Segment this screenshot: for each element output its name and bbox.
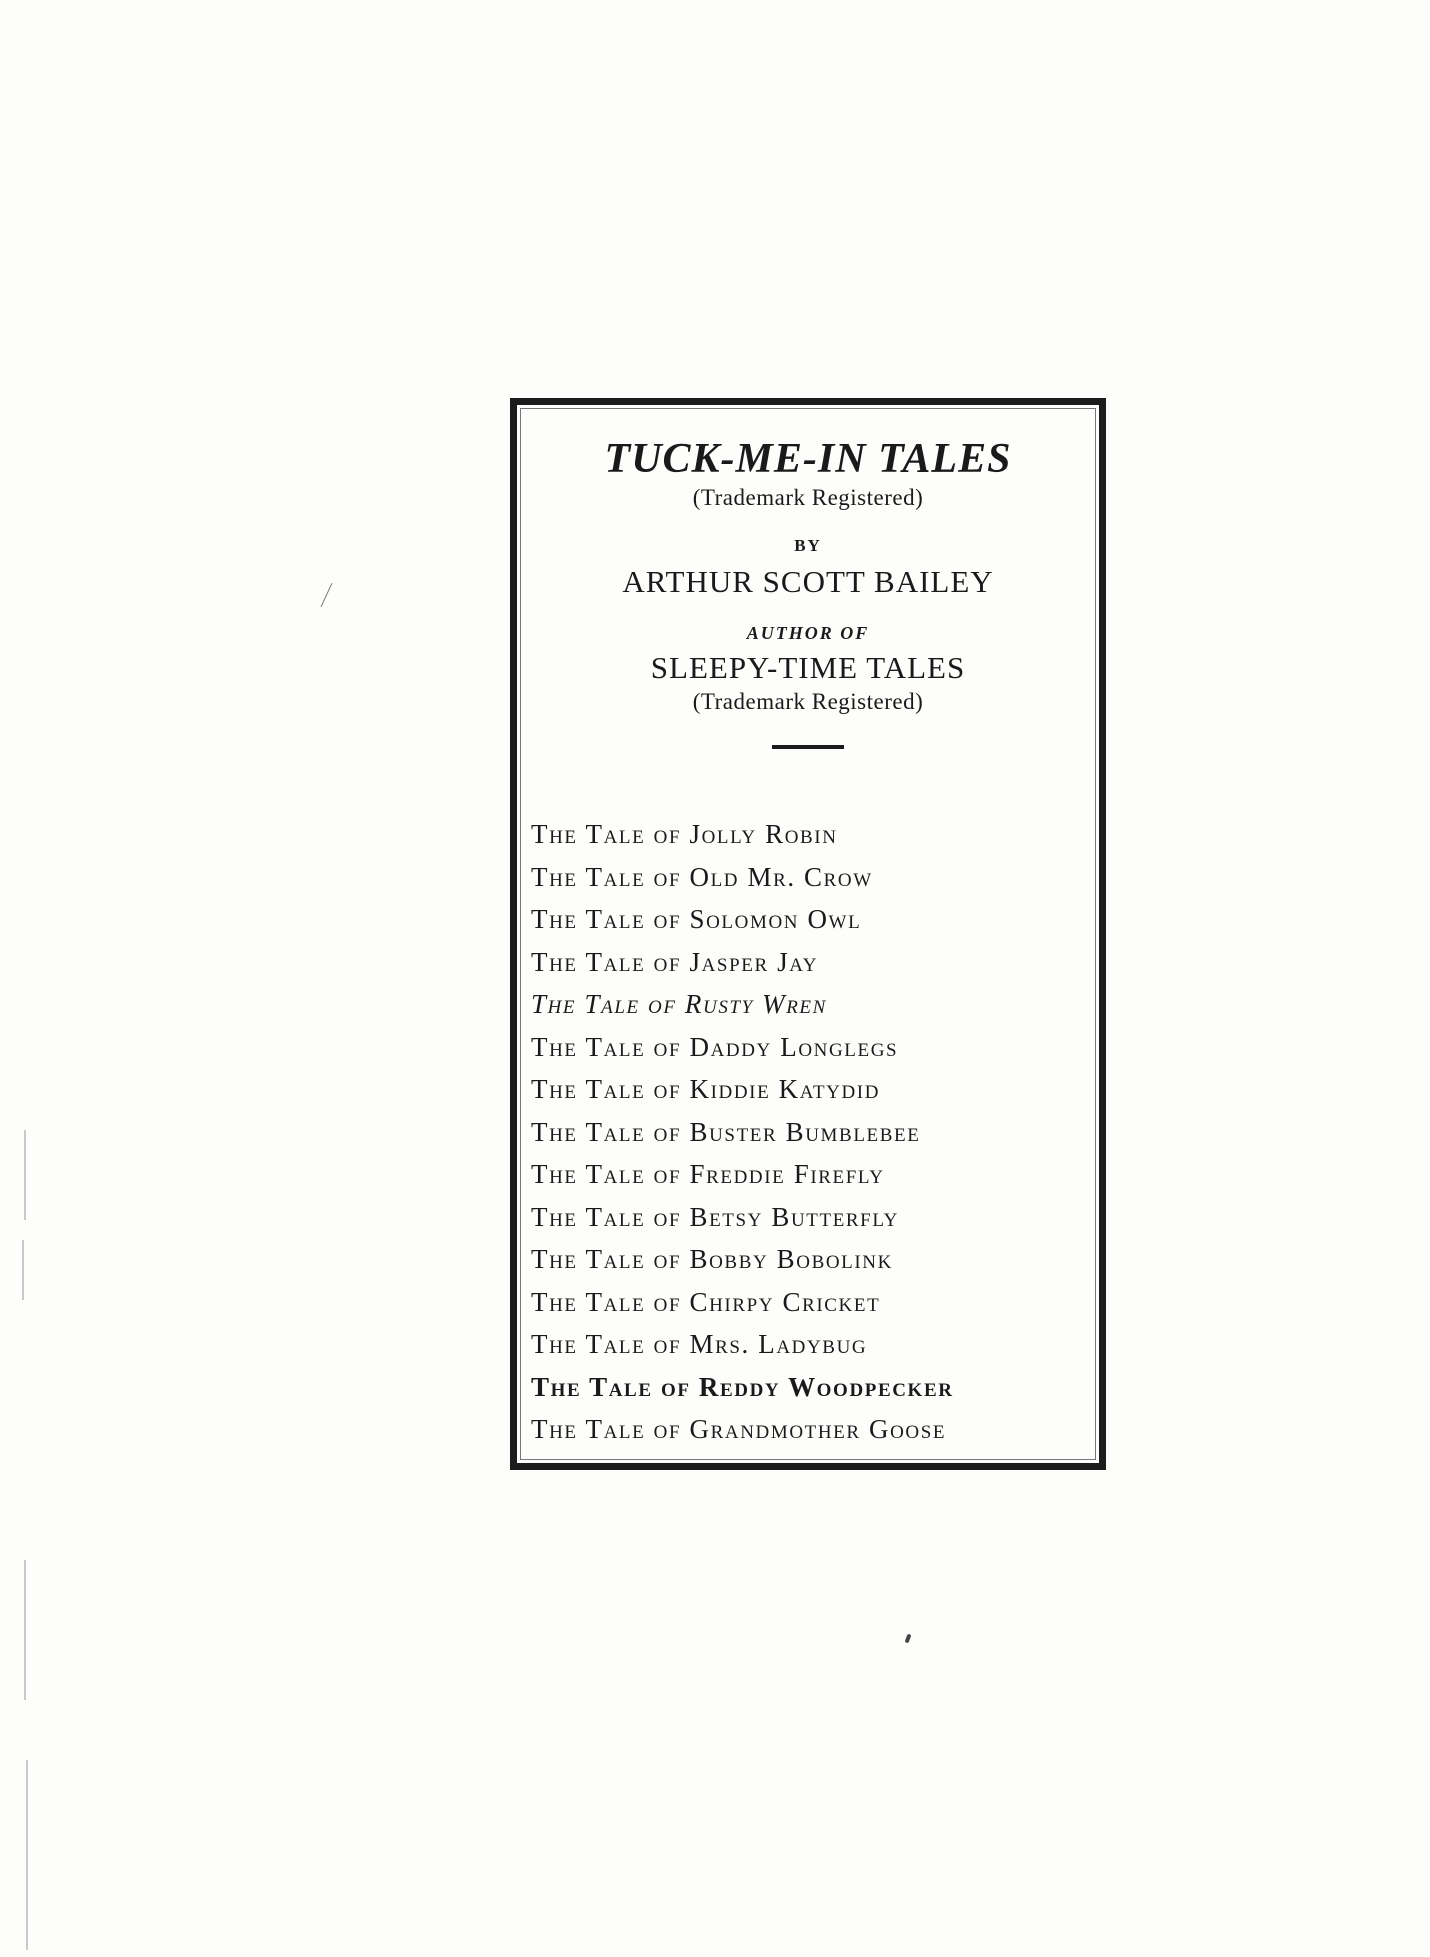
author-name: ARTHUR SCOTT BAILEY bbox=[622, 564, 994, 599]
binding-shadow bbox=[24, 1130, 26, 1220]
book-title: The Tale of Bobby Bobolink bbox=[531, 1244, 893, 1274]
binding-shadow bbox=[26, 1760, 28, 1950]
series-header bbox=[517, 435, 1099, 749]
binding-shadow bbox=[24, 1560, 26, 1700]
advertisement-box bbox=[510, 398, 1106, 1470]
trademark-note: (Trademark Registered) bbox=[692, 485, 924, 510]
trademark-note: (Trademark Registered) bbox=[692, 689, 924, 714]
book-title: The Tale of Chirpy Cricket bbox=[531, 1286, 881, 1317]
book-title: The Tale of Solomon Owl bbox=[531, 904, 862, 934]
binding-shadow bbox=[22, 1240, 24, 1300]
book-title: The Tale of Freddie Firefly bbox=[531, 1159, 885, 1189]
book-title: The Tale of Grandmother Goose bbox=[531, 1414, 947, 1444]
pencil-stroke bbox=[321, 583, 333, 607]
book-title: The Tale of Betsy Butterfly bbox=[531, 1201, 899, 1232]
ink-speck bbox=[905, 1634, 912, 1644]
book-title: The Tale of Rusty Wren bbox=[531, 989, 827, 1019]
series-title: TUCK-ME-IN TALES bbox=[604, 436, 1012, 482]
other-series-title: SLEEPY-TIME TALES bbox=[650, 650, 966, 685]
divider-rule bbox=[772, 745, 844, 749]
book-title: The Tale of Daddy Longlegs bbox=[531, 1031, 899, 1062]
book-title: The Tale of Buster Bumblebee bbox=[531, 1116, 921, 1147]
book-title-list bbox=[531, 813, 954, 1451]
by-label: BY bbox=[794, 536, 822, 555]
book-title: The Tale of Jolly Robin bbox=[531, 819, 838, 849]
book-title: The Tale of Reddy Woodpecker bbox=[531, 1371, 954, 1402]
book-title: The Tale of Jasper Jay bbox=[531, 946, 819, 977]
book-title: The Tale of Old Mr. Crow bbox=[531, 861, 873, 892]
book-title: The Tale of Kiddie Katydid bbox=[531, 1074, 881, 1104]
book-title: The Tale of Mrs. Ladybug bbox=[531, 1329, 868, 1359]
author-of-label: AUTHOR OF bbox=[746, 623, 870, 643]
